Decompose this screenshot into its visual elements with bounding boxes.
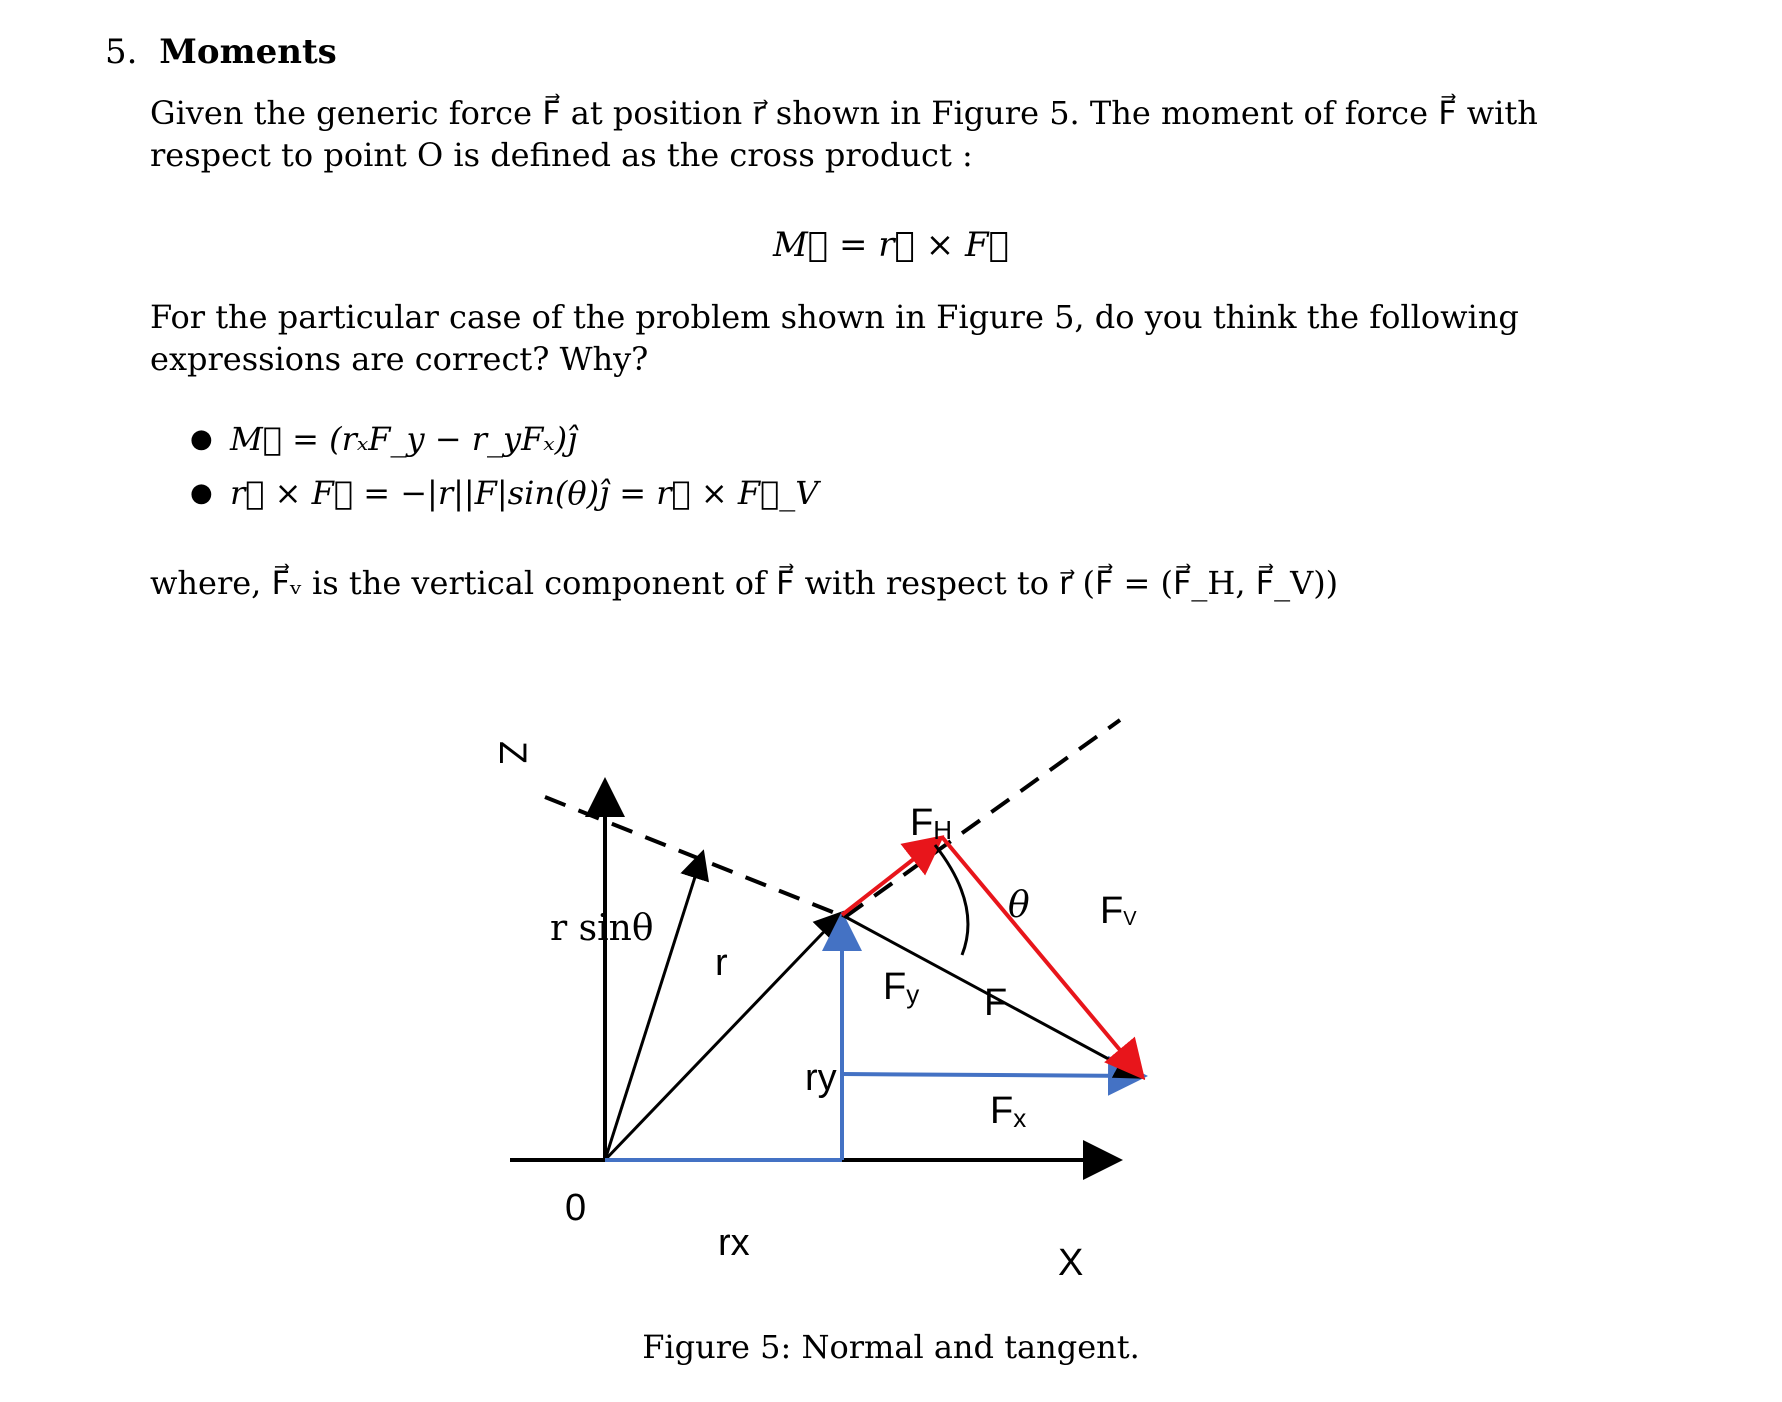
- fx-label-main: F: [990, 1090, 1014, 1132]
- paragraph-question: For the particular case of the problem shown in Figure 5, do you think the following expressions are correct? Why?: [150, 298, 1519, 378]
- fx-label: [990, 1090, 1026, 1133]
- r-sin-vector: [605, 855, 702, 1160]
- fy-label: [883, 966, 919, 1009]
- paragraph-definition: where, F⃗ᵥ is the vertical component of F⃗ with respect to r⃗ (F⃗ = (F⃗_H, F⃗_V)): [150, 564, 1339, 602]
- section-heading: [105, 32, 337, 72]
- figure-caption: Figure 5: Normal and tangent.: [642, 1328, 1140, 1366]
- expression-1: M⃗ = (rₓF_y − r_yFₓ)ĵ: [230, 420, 578, 458]
- moment-figure: [490, 705, 1190, 1285]
- theta-label: θ: [1008, 885, 1030, 926]
- fv-label-main: F: [1100, 890, 1124, 932]
- r-sin-label: r sinθ: [550, 908, 654, 949]
- f-label: F: [984, 982, 1008, 1024]
- fh-label-main: F: [910, 802, 934, 844]
- moment-equation: M⃗ = r⃗ × F⃗: [772, 225, 1010, 265]
- dashed-line-left: [545, 797, 845, 917]
- list-item: [190, 412, 818, 466]
- bullet-icon: ●: [190, 478, 213, 508]
- fv-label-sub: V: [1123, 908, 1137, 930]
- list-item: [190, 466, 818, 520]
- expression-2: r⃗ × F⃗ = −|r||F|sin(θ)ĵ = r⃗ × F⃗_V: [230, 474, 819, 512]
- origin-label: 0: [565, 1187, 587, 1229]
- fx-component: [842, 1074, 1140, 1076]
- section-number: 5.: [105, 32, 138, 72]
- z-axis-label: Z: [491, 741, 533, 765]
- fx-label-sub: x: [1013, 1103, 1027, 1133]
- paragraph-intro: Given the generic force F⃗ at position r⃗ shown in Figure 5. The moment of force F⃗ with respect to point O is defined as the cross product :: [150, 94, 1538, 174]
- ry-label: ry: [805, 1057, 837, 1099]
- fy-label-main: F: [883, 966, 907, 1008]
- x-axis-label: X: [1058, 1242, 1084, 1284]
- fh-vector: [842, 840, 938, 915]
- expression-list: [190, 412, 818, 520]
- r-label: r: [715, 942, 728, 984]
- fy-label-sub: y: [906, 979, 920, 1009]
- fv-label: [1100, 890, 1137, 932]
- rx-label: rx: [718, 1222, 750, 1264]
- bullet-icon: ●: [190, 424, 213, 454]
- fv-vector: [942, 837, 1140, 1074]
- section-title: Moments: [159, 32, 337, 72]
- fh-label-sub: H: [933, 815, 952, 845]
- fh-label: [910, 802, 952, 845]
